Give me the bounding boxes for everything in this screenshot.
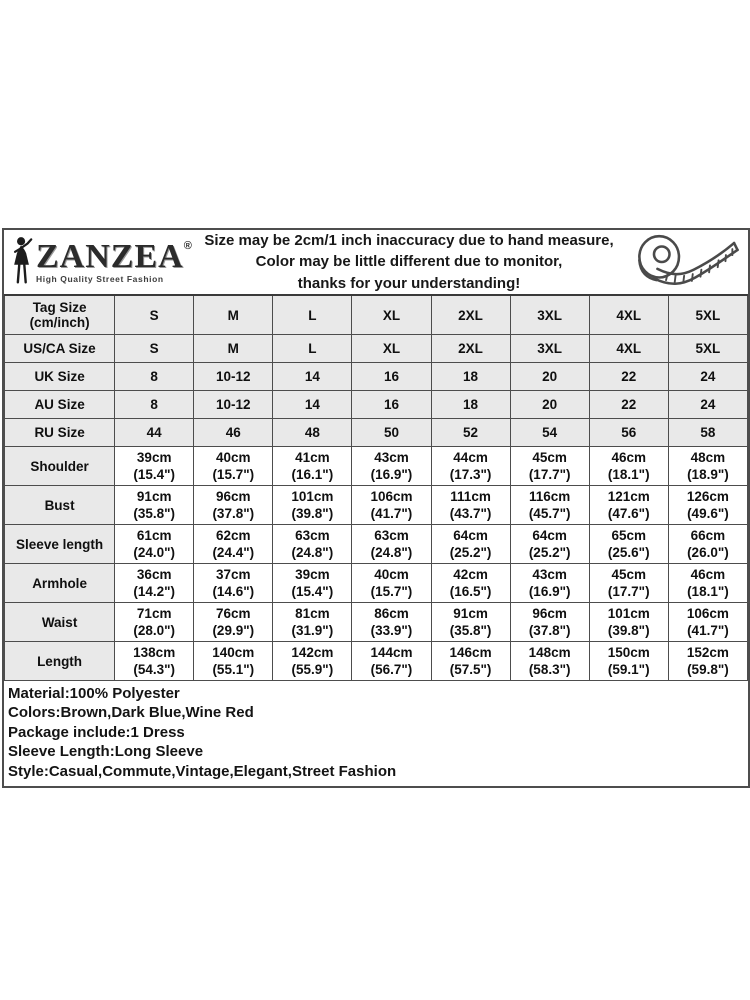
size-cell [273, 447, 352, 486]
size-cell: 5XL [668, 335, 747, 363]
size-cell [589, 642, 668, 681]
size-cell: 44 [115, 419, 194, 447]
brand-tagline: High Quality Street Fashion [36, 274, 164, 285]
measure-inch: (25.6") [607, 545, 650, 560]
measure-inch: (31.9") [291, 623, 334, 638]
info-style: Style:Casual,Commute,Vintage,Elegant,Street Fashion [8, 762, 397, 780]
measure-cm: 39cm [136, 450, 172, 465]
measure-inch: (15.4") [291, 584, 334, 599]
size-cell [115, 486, 194, 525]
measure-cm: 148cm [528, 645, 571, 660]
size-cell [115, 603, 194, 642]
info-package: Package include:1 Dress [8, 723, 185, 741]
measure-inch: (58.3") [528, 662, 571, 677]
measure-cm: 43cm [532, 567, 567, 582]
size-cell: 52 [431, 419, 510, 447]
size-cell [510, 447, 589, 486]
measure-inch: (29.9") [212, 623, 255, 638]
measure-inch: (43.7") [449, 506, 492, 521]
measure-inch: (28.0") [133, 623, 176, 638]
size-cell [194, 447, 273, 486]
size-cell [273, 486, 352, 525]
measure-cm: 45cm [611, 567, 647, 582]
measure-cm: 91cm [453, 606, 488, 621]
size-cell [668, 525, 747, 564]
size-cell: 2XL [431, 335, 510, 363]
size-cell: 8 [115, 391, 194, 419]
row-label: Length [5, 642, 115, 681]
row-label: Tag Size (cm/inch) [5, 295, 115, 335]
size-cell: 56 [589, 419, 668, 447]
info-sleeve-length: Sleeve Length:Long Sleeve [8, 743, 204, 761]
size-cell: 46 [194, 419, 273, 447]
row-label: Shoulder [5, 447, 115, 486]
size-cell: 50 [352, 419, 431, 447]
size-cell: 4XL [589, 295, 668, 335]
size-row-usca [5, 335, 748, 363]
size-cell [431, 525, 510, 564]
measure-cm: 65cm [611, 528, 647, 543]
size-cell: XL [352, 295, 431, 335]
measure-cm: 46cm [690, 567, 726, 582]
size-cell: 16 [352, 363, 431, 391]
measure-inch: (14.6") [212, 584, 255, 599]
measure-inch: (55.1") [212, 662, 255, 677]
measure-inch: (17.3") [449, 467, 492, 482]
measure-inch: (15.7") [370, 584, 413, 599]
measure-cm: 43cm [374, 450, 409, 465]
row-label: AU Size [5, 391, 115, 419]
size-cell [589, 525, 668, 564]
measure-inch: (47.6") [607, 506, 650, 521]
size-cell [273, 564, 352, 603]
size-cell: 14 [273, 363, 352, 391]
measure-cm: 150cm [607, 645, 650, 660]
size-row-waist [5, 603, 748, 642]
size-cell: 4XL [589, 335, 668, 363]
size-cell [510, 525, 589, 564]
measure-cm: 144cm [370, 645, 413, 660]
size-cell [352, 642, 431, 681]
measure-cm: 46cm [611, 450, 647, 465]
size-cell [431, 564, 510, 603]
measure-inch: (16.5") [449, 584, 492, 599]
measure-inch: (16.1") [291, 467, 334, 482]
measure-cm: 64cm [453, 528, 488, 543]
size-row-length [5, 642, 748, 681]
size-cell: 18 [431, 391, 510, 419]
row-label: Armhole [5, 564, 115, 603]
measure-inch: (49.6") [687, 506, 729, 521]
measure-cm: 45cm [532, 450, 567, 465]
measure-cm: 44cm [453, 450, 488, 465]
woman-silhouette-icon [10, 235, 34, 289]
measuring-tape-icon [622, 231, 748, 293]
size-row-tag-size [5, 295, 748, 335]
size-cell [668, 447, 747, 486]
row-label: Sleeve length [5, 525, 115, 564]
measure-inch: (16.9") [370, 467, 413, 482]
measure-inch: (18.9") [687, 467, 729, 482]
size-cell [352, 603, 431, 642]
measure-inch: (41.7") [687, 623, 729, 638]
size-cell [352, 525, 431, 564]
measure-cm: 140cm [212, 645, 255, 660]
size-cell: 24 [668, 391, 747, 419]
measure-inch: (16.9") [528, 584, 571, 599]
size-cell [510, 603, 589, 642]
measure-cm: 76cm [216, 606, 251, 621]
measure-cm: 101cm [291, 489, 334, 504]
measure-cm: 61cm [136, 528, 172, 543]
size-cell: 5XL [668, 295, 747, 335]
measure-cm: 39cm [295, 567, 330, 582]
measure-cm: 142cm [291, 645, 334, 660]
info-colors: Colors:Brown,Dark Blue,Wine Red [8, 704, 254, 722]
size-cell [589, 564, 668, 603]
size-cell [589, 447, 668, 486]
measure-cm: 101cm [607, 606, 650, 621]
measure-inch: (57.5") [449, 662, 492, 677]
measure-inch: (59.1") [607, 662, 650, 677]
size-cell: 3XL [510, 335, 589, 363]
measure-inch: (25.2") [528, 545, 571, 560]
size-cell [431, 486, 510, 525]
size-cell: 10-12 [194, 391, 273, 419]
size-cell: 20 [510, 391, 589, 419]
size-cell [352, 486, 431, 525]
row-label: RU Size [5, 419, 115, 447]
measure-cm: 91cm [136, 489, 172, 504]
size-cell [510, 486, 589, 525]
size-cell [668, 564, 747, 603]
measure-inch: (24.0") [133, 545, 176, 560]
size-cell: 16 [352, 391, 431, 419]
size-cell: 24 [668, 363, 747, 391]
size-row-au [5, 391, 748, 419]
brand-name: ZANZEA [36, 238, 184, 276]
size-row-sleeve-length [5, 525, 748, 564]
size-row-ru [5, 419, 748, 447]
size-cell [273, 525, 352, 564]
size-disclaimer [196, 230, 622, 294]
measure-cm: 126cm [686, 489, 729, 504]
size-cell [273, 603, 352, 642]
size-cell [431, 642, 510, 681]
size-cell [194, 603, 273, 642]
measure-inch: (45.7") [528, 506, 571, 521]
measure-cm: 96cm [216, 489, 251, 504]
measure-inch: (56.7") [370, 662, 413, 677]
measure-inch: (17.7") [607, 584, 650, 599]
measure-inch: (18.1") [607, 467, 650, 482]
measure-cm: 62cm [216, 528, 251, 543]
size-cell [668, 603, 747, 642]
measure-cm: 64cm [532, 528, 567, 543]
measure-inch: (14.2") [133, 584, 176, 599]
size-cell: 22 [589, 391, 668, 419]
registered-mark: ® [183, 240, 192, 253]
size-cell [431, 447, 510, 486]
measure-inch: (15.4") [133, 467, 176, 482]
measure-inch: (15.7") [212, 467, 255, 482]
size-chart-sheet [2, 228, 750, 788]
measure-inch: (37.8") [212, 506, 255, 521]
measure-inch: (25.2") [449, 545, 492, 560]
size-cell [115, 525, 194, 564]
measure-inch: (17.7") [528, 467, 571, 482]
measure-inch: (18.1") [687, 584, 729, 599]
size-cell [194, 486, 273, 525]
row-label: UK Size [5, 363, 115, 391]
size-row-uk [5, 363, 748, 391]
size-cell [589, 603, 668, 642]
row-label: Waist [5, 603, 115, 642]
disclaimer-line: Color may be little different due to monitor, [255, 253, 563, 271]
size-cell: 14 [273, 391, 352, 419]
size-cell [668, 642, 747, 681]
measure-inch: (39.8") [607, 623, 650, 638]
size-cell: 8 [115, 363, 194, 391]
measure-inch: (37.8") [528, 623, 571, 638]
size-table [4, 294, 748, 681]
disclaimer-line: thanks for your understanding! [297, 274, 521, 292]
size-cell: 3XL [510, 295, 589, 335]
measure-inch: (54.3") [133, 662, 176, 677]
measure-inch: (33.9") [370, 623, 413, 638]
size-cell: 2XL [431, 295, 510, 335]
size-cell [668, 486, 747, 525]
measure-cm: 40cm [374, 567, 409, 582]
size-cell: S [115, 295, 194, 335]
measure-cm: 86cm [374, 606, 409, 621]
measure-cm: 106cm [686, 606, 729, 621]
size-cell [352, 564, 431, 603]
measure-cm: 71cm [136, 606, 172, 621]
size-cell [194, 564, 273, 603]
measure-cm: 116cm [529, 489, 571, 504]
size-cell: 20 [510, 363, 589, 391]
measure-inch: (39.8") [291, 506, 334, 521]
size-cell: M [194, 295, 273, 335]
size-cell [194, 642, 273, 681]
measure-inch: (55.9") [291, 662, 334, 677]
measure-cm: 42cm [453, 567, 488, 582]
measure-cm: 63cm [374, 528, 409, 543]
measure-cm: 40cm [216, 450, 251, 465]
size-cell [115, 564, 194, 603]
measure-cm: 106cm [370, 489, 413, 504]
size-cell: S [115, 335, 194, 363]
size-cell: 48 [273, 419, 352, 447]
measure-cm: 111cm [450, 489, 491, 504]
size-cell [115, 642, 194, 681]
size-row-armhole [5, 564, 748, 603]
measure-cm: 146cm [449, 645, 492, 660]
product-info [4, 681, 748, 786]
measure-cm: 138cm [133, 645, 176, 660]
size-cell: L [273, 335, 352, 363]
info-material: Material:100% Polyester [8, 685, 180, 702]
size-cell: XL [352, 335, 431, 363]
measure-inch: (24.8") [370, 545, 413, 560]
size-cell: 22 [589, 363, 668, 391]
measure-cm: 37cm [216, 567, 251, 582]
measure-inch: (35.8") [133, 506, 176, 521]
size-cell: 54 [510, 419, 589, 447]
disclaimer-line: Size may be 2cm/1 inch inaccuracy due to hand measure, [204, 232, 614, 250]
measure-inch: (59.8") [687, 662, 729, 677]
measure-inch: (41.7") [370, 506, 413, 521]
size-cell: 58 [668, 419, 747, 447]
size-cell [194, 525, 273, 564]
size-cell: M [194, 335, 273, 363]
size-cell [273, 642, 352, 681]
measure-cm: 41cm [295, 450, 330, 465]
size-cell [589, 486, 668, 525]
measure-inch: (24.4") [212, 545, 255, 560]
measure-inch: (26.0") [687, 545, 729, 560]
measure-cm: 81cm [295, 606, 330, 621]
measure-cm: 36cm [136, 567, 172, 582]
size-row-shoulder [5, 447, 748, 486]
size-cell: 18 [431, 363, 510, 391]
size-cell [431, 603, 510, 642]
size-cell [510, 564, 589, 603]
size-cell [352, 447, 431, 486]
measure-cm: 121cm [607, 489, 650, 504]
measure-cm: 66cm [690, 528, 726, 543]
measure-inch: (35.8") [449, 623, 492, 638]
size-cell: L [273, 295, 352, 335]
size-row-bust [5, 486, 748, 525]
measure-cm: 63cm [295, 528, 330, 543]
row-label: US/CA Size [5, 335, 115, 363]
measure-cm: 152cm [686, 645, 729, 660]
measure-cm: 96cm [532, 606, 567, 621]
size-cell [510, 642, 589, 681]
size-cell: 10-12 [194, 363, 273, 391]
measure-cm: 48cm [690, 450, 726, 465]
measure-inch: (24.8") [291, 545, 334, 560]
chart-header [4, 230, 748, 294]
size-cell [115, 447, 194, 486]
brand-logo [4, 235, 196, 289]
row-label: Bust [5, 486, 115, 525]
